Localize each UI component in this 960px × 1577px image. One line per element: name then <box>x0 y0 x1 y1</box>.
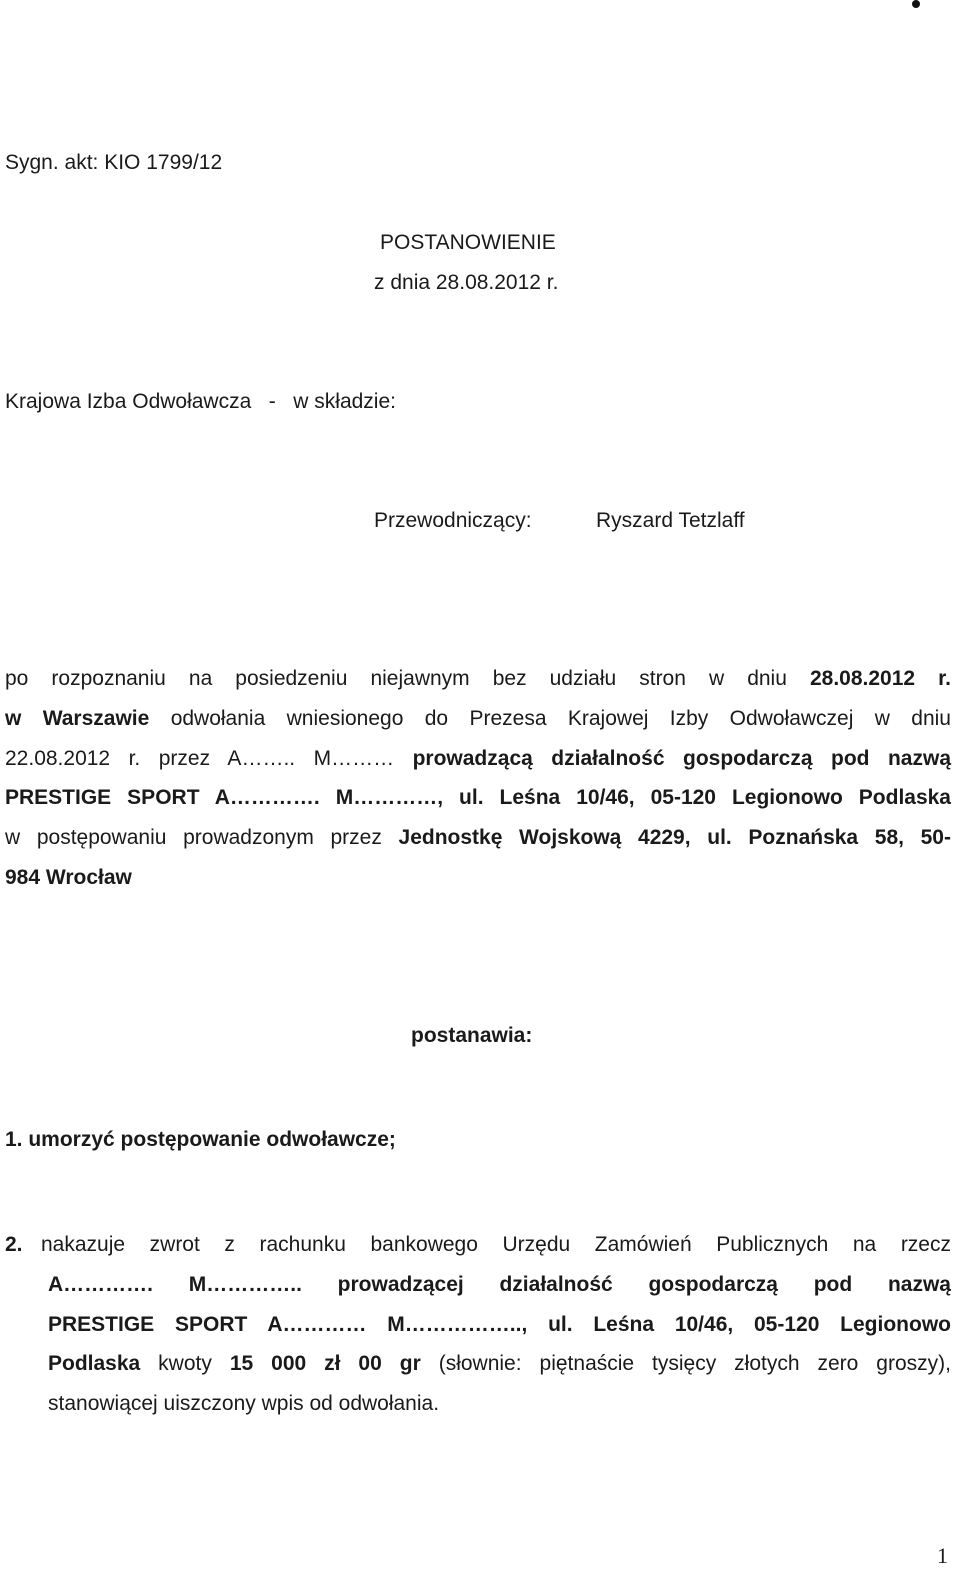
chair-label: Przewodniczący: <box>374 509 532 532</box>
body-line-2: w Warszawie odwołania wniesionego do Prezesa Krajowej Izby Odwoławczej w dniu <box>5 707 951 730</box>
body-line-3: 22.08.2012 r. przez A…….. M……… prowadzącą działalność gospodarczą pod nazwą <box>5 747 951 770</box>
decision-item-2-line-1: nakazuje zwrot z rachunku bankowego Urzędu Zamówień Publicznych na rzecz <box>41 1233 951 1256</box>
decision-item-2-line-4: Podlaska kwoty 15 000 zł 00 gr (słownie: piętnaście tysięcy złotych zero groszy), <box>48 1352 951 1375</box>
body-line-5: w postępowaniu prowadzonym przez Jednostkę Wojskową 4229, ul. Poznańska 58, 50- <box>5 826 951 849</box>
decision-item-2-line-2: A…………. M………….. prowadzącej działalność gospodarczą pod nazwą <box>48 1273 951 1296</box>
bullet-dot <box>912 0 920 8</box>
document-title: POSTANOWIENIE <box>380 231 556 254</box>
chair-name: Ryszard Tetzlaff <box>596 509 745 532</box>
body-line-1: po rozpoznaniu na posiedzeniu niejawnym bez udziału stron w dniu 28.08.2012 r. <box>5 667 951 690</box>
body-line-6: 984 Wrocław <box>5 866 132 889</box>
decision-item-2-line-5: stanowiącej uiszczony wpis od odwołania. <box>48 1392 440 1415</box>
page-number: 1 <box>937 1543 948 1568</box>
case-signature: Sygn. akt: KIO 1799/12 <box>5 151 223 174</box>
decision-heading: postanawia: <box>411 1024 533 1047</box>
document-date: z dnia 28.08.2012 r. <box>374 271 559 294</box>
panel-intro: Krajowa Izba Odwoławcza - w składzie: <box>5 390 396 413</box>
decision-item-2-number: 2. <box>5 1233 23 1256</box>
decision-item-2-line-3: PRESTIGE SPORT A………… M…………….., ul. Leśna 10/46, 05-120 Legionowo <box>48 1313 951 1336</box>
body-line-4: PRESTIGE SPORT A…………. M…………, ul. Leśna 10/46, 05-120 Legionowo Podlaska <box>5 786 951 809</box>
decision-item-1: 1. umorzyć postępowanie odwoławcze; <box>5 1128 396 1151</box>
